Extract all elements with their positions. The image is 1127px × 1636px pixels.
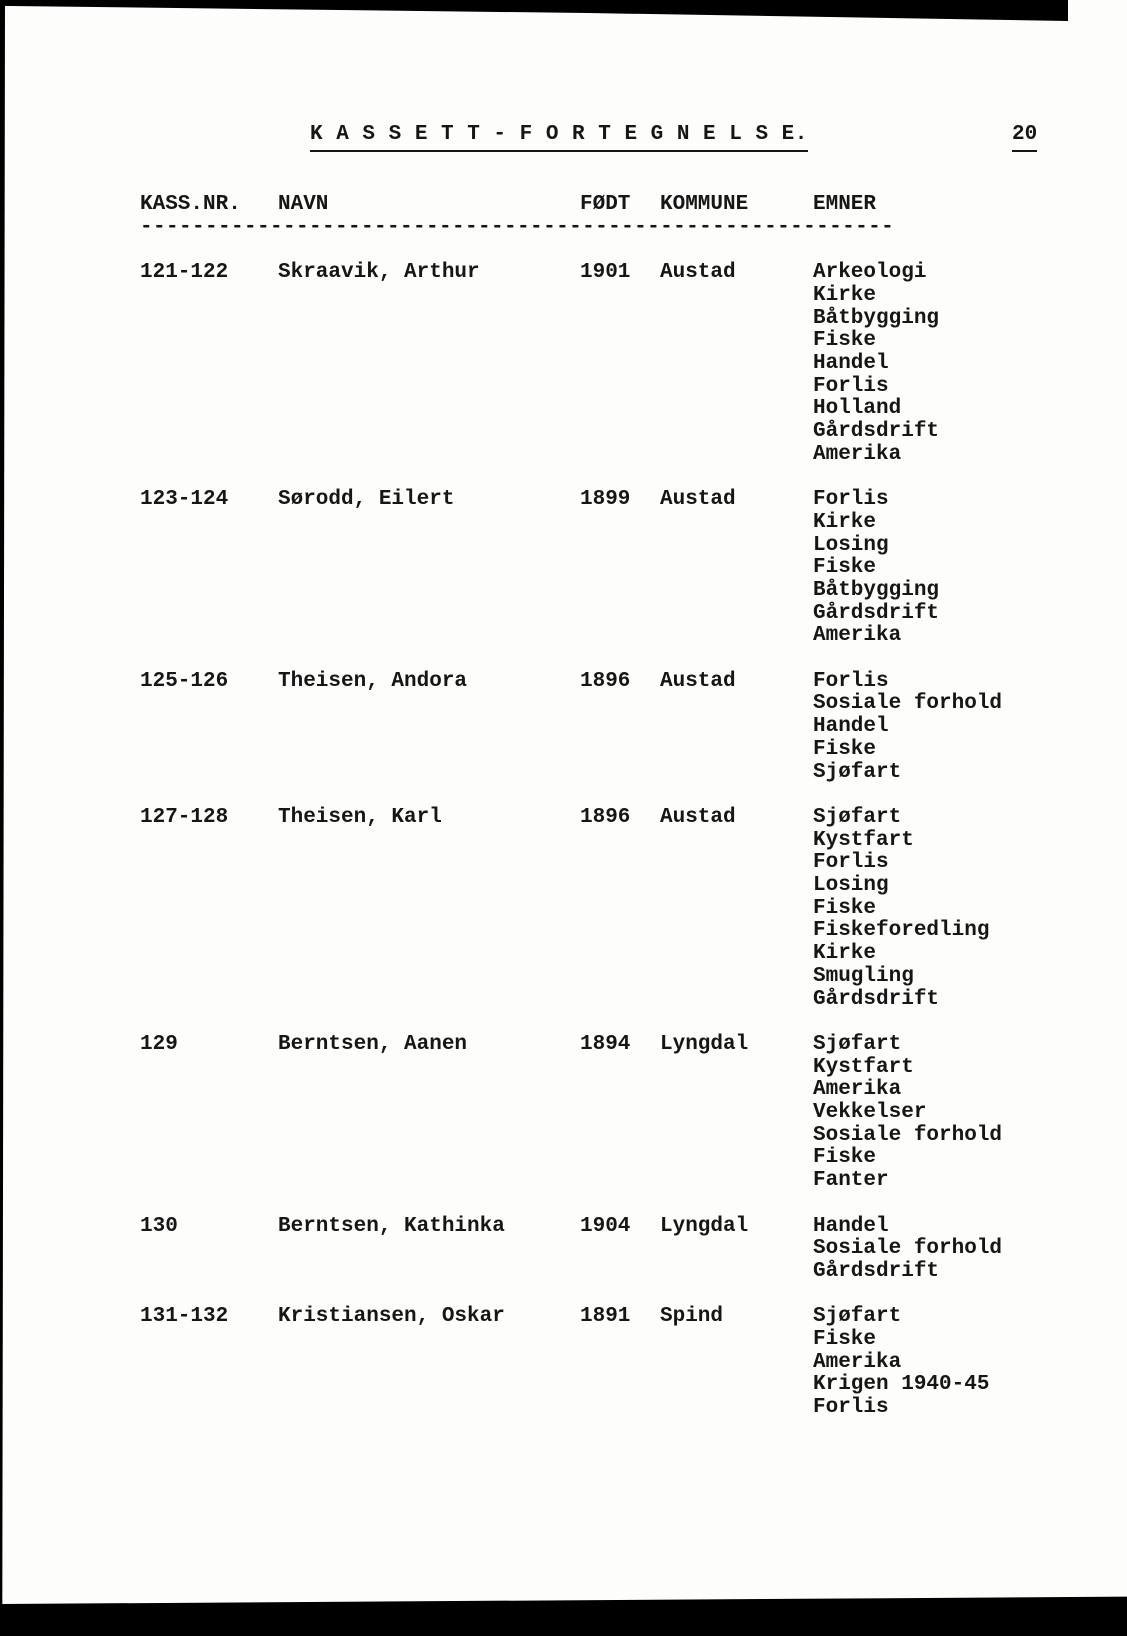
cell-kassnr: 131-132 — [140, 1305, 229, 1329]
cell-kassnr: 129 — [140, 1032, 178, 1056]
emner-line: Losing — [813, 533, 889, 557]
emner-line: Gårdsdrift — [813, 601, 940, 625]
emner-line: Fiske — [813, 1146, 877, 1170]
cell-kommune: Spind — [660, 1305, 724, 1329]
emner-line: Fiske — [813, 896, 877, 920]
page-title: K A S S E T T - F O R T E G N E L S E. — [310, 124, 808, 152]
cell-fodt: 1891 — [580, 1305, 631, 1329]
emner-line: Forlis — [813, 1396, 889, 1420]
cell-kassnr: 125-126 — [140, 669, 229, 693]
page-number: 20 — [1012, 124, 1037, 152]
cell-emner — [813, 1216, 1097, 1284]
emner-line: Kystfart — [813, 828, 914, 852]
scan-artifact-bottom — [0, 1595, 1127, 1636]
emner-line: Gårdsdrift — [813, 1259, 940, 1283]
catalog-table — [140, 194, 1097, 1443]
table-body — [140, 262, 1097, 1420]
emner-line: Sjøfart — [813, 1305, 902, 1329]
emner-line: Fiskeforedling — [813, 919, 990, 943]
col-header-emner: EMNER — [813, 193, 877, 216]
cell-emner — [813, 807, 1097, 1011]
cell-fodt: 1904 — [580, 1214, 631, 1238]
header-divider: ---------------------------------------------------------- — [140, 216, 895, 239]
cell-kommune: Austad — [660, 261, 736, 285]
emner-line: Forlis — [813, 488, 889, 512]
cell-kommune: Austad — [660, 488, 736, 512]
cell-emner — [813, 1034, 1097, 1193]
cell-kassnr: 121-122 — [140, 261, 229, 285]
emner-line: Holland — [813, 397, 902, 421]
cell-kommune: Lyngdal — [660, 1214, 749, 1238]
emner-line: Gårdsdrift — [813, 420, 940, 444]
col-header-kommune: KOMMUNE — [660, 193, 749, 216]
table-row — [140, 1306, 1097, 1420]
emner-line: Fiske — [813, 737, 877, 761]
cell-fodt: 1896 — [580, 805, 631, 829]
emner-line: Amerika — [813, 624, 902, 648]
emner-line: Fanter — [813, 1169, 889, 1193]
emner-line: Losing — [813, 874, 889, 898]
cell-fodt: 1899 — [580, 488, 631, 512]
column-headers — [140, 194, 1097, 217]
table-row — [140, 671, 1097, 785]
emner-line: Amerika — [813, 1078, 902, 1102]
cell-kassnr: 127-128 — [140, 805, 229, 829]
emner-line: Sosiale forhold — [813, 1237, 1003, 1261]
cell-fodt: 1894 — [580, 1032, 631, 1056]
emner-line: Handel — [813, 715, 889, 739]
emner-line: Kirke — [813, 510, 877, 534]
emner-line: Handel — [813, 1214, 889, 1238]
emner-line: Arkeologi — [813, 261, 927, 285]
emner-line: Forlis — [813, 374, 889, 398]
cell-emner — [813, 262, 1097, 466]
table-row — [140, 262, 1097, 466]
cell-kassnr: 123-124 — [140, 488, 229, 512]
cell-navn: Theisen, Andora — [278, 669, 468, 693]
col-header-fodt: FØDT — [580, 193, 631, 216]
emner-line: Sosiale forhold — [813, 692, 1003, 716]
cell-navn: Berntsen, Kathinka — [278, 1214, 505, 1238]
cell-fodt: 1896 — [580, 669, 631, 693]
cell-kommune: Austad — [660, 805, 736, 829]
cell-kassnr: 130 — [140, 1214, 178, 1238]
table-row — [140, 489, 1097, 648]
emner-line: Kystfart — [813, 1055, 914, 1079]
emner-line: Krigen 1940-45 — [813, 1373, 990, 1397]
emner-line: Amerika — [813, 1350, 902, 1374]
cell-emner — [813, 671, 1097, 785]
scan-artifact-left — [0, 0, 5, 1636]
emner-line: Handel — [813, 351, 889, 375]
emner-line: Vekkelser — [813, 1101, 927, 1125]
table-row — [140, 1216, 1097, 1284]
emner-line: Båtbygging — [813, 578, 940, 602]
table-row — [140, 807, 1097, 1011]
cell-navn: Kristiansen, Oskar — [278, 1305, 505, 1329]
cell-navn: Skraavik, Arthur — [278, 261, 480, 285]
emner-line: Fiske — [813, 1328, 877, 1352]
scan-artifact-top — [0, 0, 1068, 21]
col-header-navn: NAVN — [278, 193, 329, 216]
cell-emner — [813, 1306, 1097, 1420]
emner-line: Amerika — [813, 442, 902, 466]
cell-fodt: 1901 — [580, 261, 631, 285]
table-row — [140, 1034, 1097, 1193]
emner-line: Sosiale forhold — [813, 1123, 1003, 1147]
emner-line: Kirke — [813, 283, 877, 307]
cell-kommune: Austad — [660, 669, 736, 693]
cell-navn: Berntsen, Aanen — [278, 1032, 468, 1056]
cell-navn: Theisen, Karl — [278, 805, 442, 829]
emner-line: Smugling — [813, 964, 914, 988]
cell-kommune: Lyngdal — [660, 1032, 749, 1056]
emner-line: Sjøfart — [813, 805, 902, 829]
emner-line: Sjøfart — [813, 1032, 902, 1056]
emner-line: Forlis — [813, 669, 889, 693]
emner-line: Fiske — [813, 329, 877, 353]
emner-line: Kirke — [813, 942, 877, 966]
col-header-kassnr: KASS.NR. — [140, 193, 241, 216]
emner-line: Forlis — [813, 851, 889, 875]
emner-line: Båtbygging — [813, 306, 940, 330]
cell-emner — [813, 489, 1097, 648]
emner-line: Sjøfart — [813, 760, 902, 784]
cell-navn: Sørodd, Eilert — [278, 488, 455, 512]
emner-line: Gårdsdrift — [813, 987, 940, 1011]
emner-line: Fiske — [813, 556, 877, 580]
